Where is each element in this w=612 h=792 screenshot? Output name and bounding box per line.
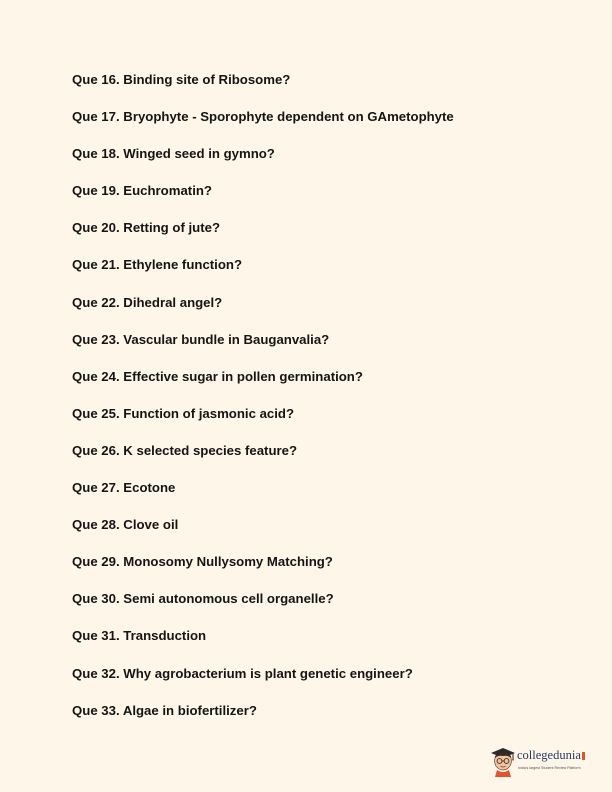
question-16: Que 16. Binding site of Ribosome?: [72, 72, 291, 87]
question-23: Que 23. Vascular bundle in Bauganvalia?: [72, 331, 330, 347]
question-18: Que 18. Winged seed in gymno?: [72, 146, 275, 162]
question-25: Que 25. Function of jasmonic acid?: [72, 405, 295, 421]
question-28: Que 28. Clove oil: [72, 517, 179, 533]
question-29: Que 29. Monosomy Nullysomy Matching?: [72, 554, 333, 570]
question-26: Que 26. K selected species feature?: [72, 442, 298, 458]
question-27: Que 27. Ecotone: [72, 480, 176, 496]
collegedunia-logo: [489, 745, 593, 779]
graduate-mascot-icon: [489, 745, 517, 777]
question-21: Que 21. Ethylene function?: [72, 257, 242, 273]
question-list: [72, 71, 454, 739]
question-30: Que 30. Semi autonomous cell organelle?: [72, 591, 334, 607]
logo-tagline: India's largest Student Review Platform: [518, 766, 581, 770]
question-24: Que 24. Effective sugar in pollen germination?: [72, 368, 363, 384]
logo-wordmark: [517, 748, 585, 763]
logo-accent-mark: [582, 752, 585, 760]
question-22: Que 22. Dihedral angel?: [72, 294, 223, 310]
question-20: Que 20. Retting of jute?: [72, 220, 220, 236]
question-31: Que 31. Transduction: [72, 628, 207, 644]
question-32: Que 32. Why agrobacterium is plant genetic engineer?: [72, 665, 413, 681]
question-17: Que 17. Bryophyte - Sporophyte dependent on GAmetophyte: [72, 109, 454, 125]
logo-name: collegedunia: [517, 748, 581, 762]
question-33: Que 33. Algae in biofertilizer?: [72, 702, 257, 718]
question-19: Que 19. Euchromatin?: [72, 183, 212, 199]
